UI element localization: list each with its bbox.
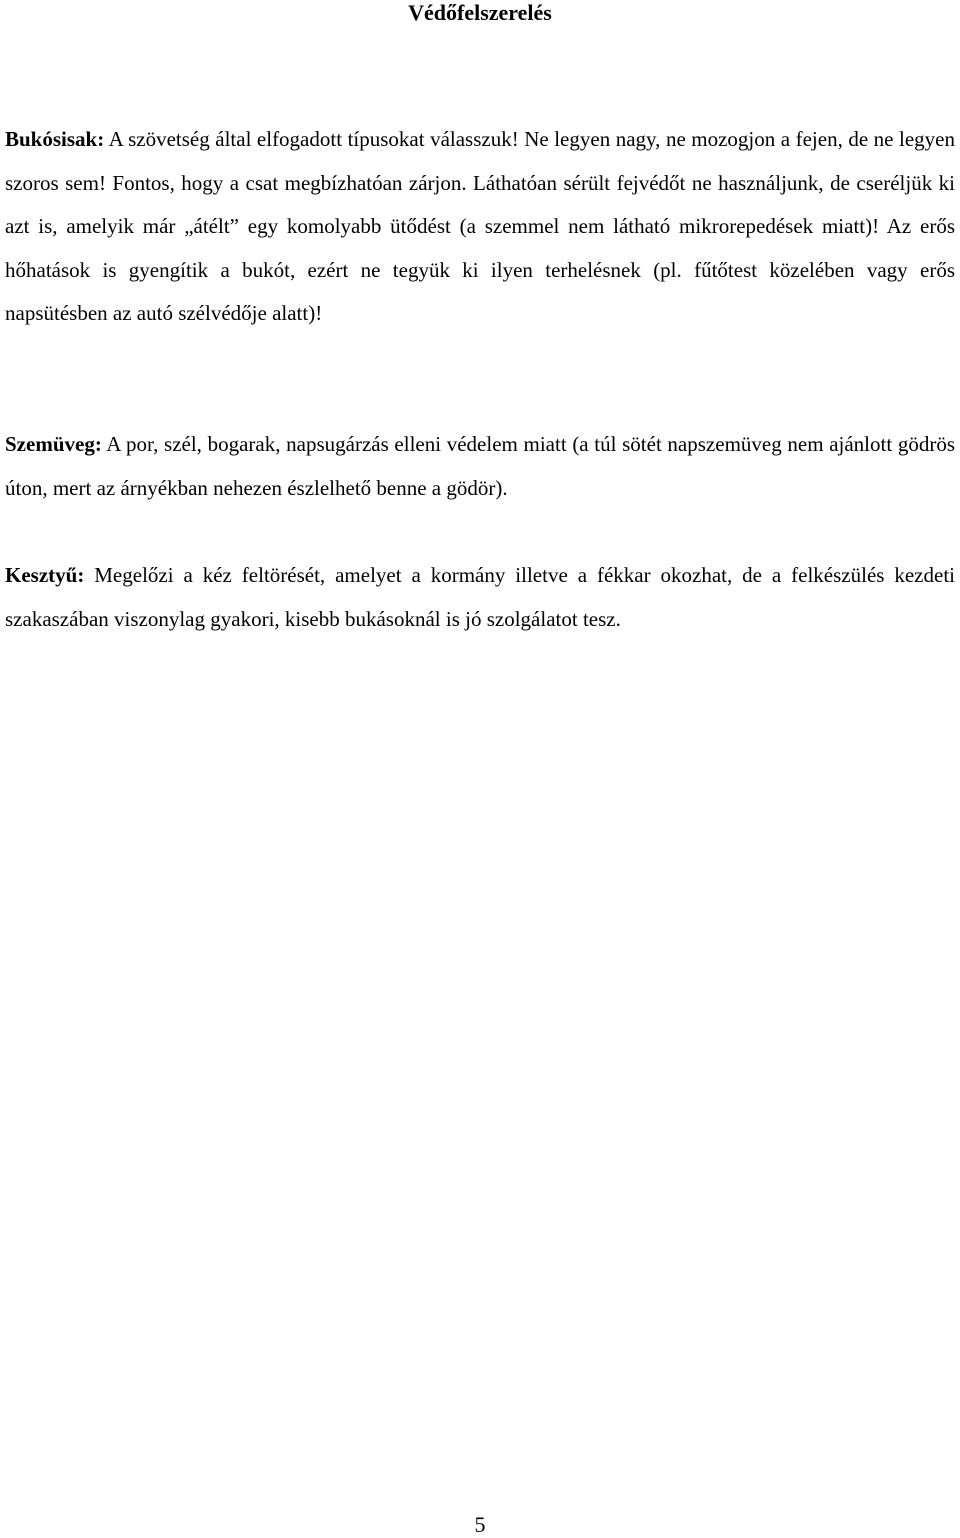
- section-text: A por, szél, bogarak, napsugárzás elleni védelem miatt (a túl sötét napszemüveg nem ajánlott gödrös úton, mert az árnyékban nehezen észlelhető benne a gödör).: [5, 432, 955, 500]
- page-title: Védőfelszerelés: [408, 0, 552, 25]
- section-helmet: [5, 118, 955, 336]
- section-glasses: [5, 423, 955, 510]
- section-gloves: [5, 554, 955, 641]
- section-text: A szövetség által elfogadott típusokat válasszuk! Ne legyen nagy, ne mozogjon a fejen, de ne legyen szoros sem! Fontos, hogy a csat megbízhatóan zárjon. Láthatóan sérült fejvédőt ne használjunk, de cseréljük ki azt is, amelyik már „átélt” egy komolyabb ütődést (a szemmel nem látható mikrorepedések miatt)! Az erős hőhatások is gyengítik a bukót, ezért ne tegyük ki ilyen terhelésnek (pl. fűtőtest közelében vagy erős napsütésben az autó szélvédője alatt)!: [5, 127, 955, 325]
- section-text: Megelőzi a kéz feltörését, amelyet a kormány illetve a fékkar okozhat, de a felkészülés kezdeti szakaszában viszonylag gyakori, kisebb bukásoknál is jó szolgálatot tesz.: [5, 563, 955, 631]
- section-term: Bukósisak:: [5, 127, 105, 151]
- page-number: 5: [474, 1512, 486, 1537]
- section-term: Kesztyű:: [5, 563, 85, 587]
- section-term: Szemüveg:: [5, 432, 102, 456]
